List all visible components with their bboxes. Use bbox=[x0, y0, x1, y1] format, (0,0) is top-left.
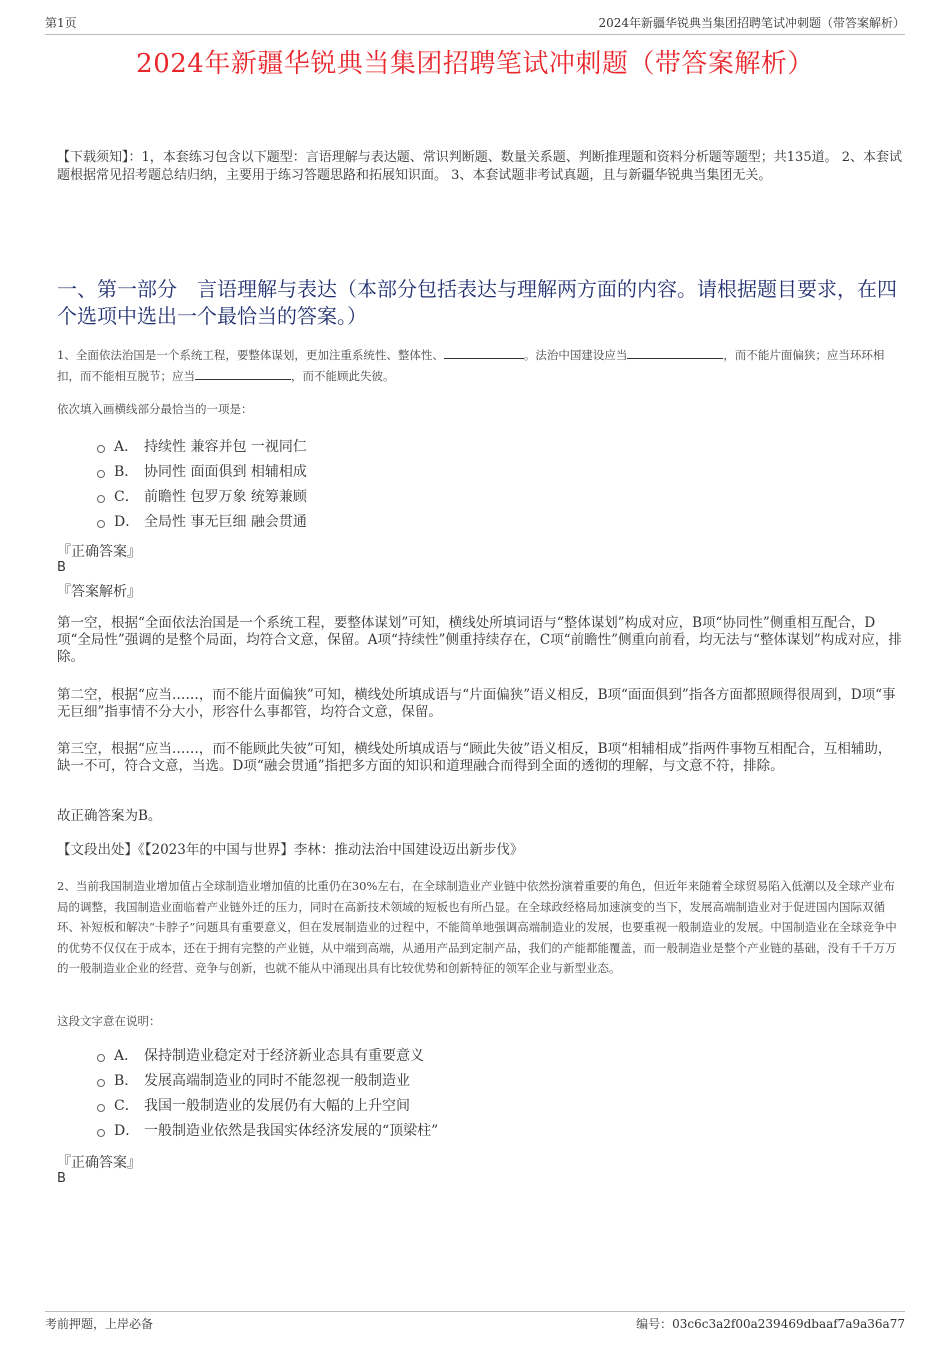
radio-icon[interactable] bbox=[97, 1104, 105, 1112]
blank-2 bbox=[627, 346, 723, 359]
radio-icon[interactable] bbox=[97, 470, 105, 478]
option-d[interactable]: D． 一般制造业依然是我国实体经济发展的“顶梁柱” bbox=[97, 1117, 438, 1142]
analysis-paragraph-2: 第二空，根据“应当……，而不能片面偏狭”可知，横线处所填成语与“片面偏狭”语义相反，B项“面面俱到”指各方面都照顾得很周到，D项“事无巨细”指事情不分大小，形容什么事都管，均符合文意，保留。 bbox=[57, 687, 896, 720]
download-notice: 【下载须知】：1，本套练习包含以下题型：言语理解与表达题、常识判断题、数量关系题、判断推理题和资料分析题等题型；共135道。 2、本套试题根据常见招考题总结归纳，主要用于练习答题思路和拓展知识面。 3、本套试题非考试真题，且与新疆华锐典当集团无关。 bbox=[57, 150, 902, 183]
blank-1 bbox=[444, 346, 524, 359]
option-c[interactable]: C． 前瞻性 包罗万象 统筹兼顾 bbox=[97, 483, 307, 508]
footer-slogan: 考前押题，上岸必备 bbox=[45, 1317, 154, 1331]
correct-answer: B bbox=[57, 1171, 66, 1186]
running-title: 2024年新疆华锐典当集团招聘笔试冲刺题（带答案解析） bbox=[598, 16, 905, 30]
radio-icon[interactable] bbox=[97, 445, 105, 453]
question-1-options bbox=[97, 433, 307, 533]
radio-icon[interactable] bbox=[97, 1129, 105, 1137]
question-2-text: 2、当前我国制造业增加值占全球制造业增加值的比重仍在30%左右，在全球制造业产业链中依然扮演着重要的角色，但近年来随着全球贸易陷入低潮以及全球产业布局的调整，我国制造业面临着产业链外迁的压力，同时在高新技术领域的短板也有所凸显。在全球政经格局加速演变的当下，发展高端制造业对于促进国内国际双循环、补短板和解决“卡脖子”问题具有重要意义，但在发展制造业的过程中，不能简单地强调高端制造业的发展，也要重视一般制造业的发展。中国制造业在全球竞争中的优势不仅仅在于成本，还在于拥有完整的产业链，从中端到高端，从通用产品到定制产品，我们的产能都能覆盖，而一般制造业是整个产业链的基础，没有千千万万的一般制造业企业的经营、竞争与创新，也就不能从中涌现出具有比较优势和创新特征的领军企业与新型业态。 bbox=[57, 879, 897, 975]
radio-icon[interactable] bbox=[97, 495, 105, 503]
question-1-text: 1、全面依法治国是一个系统工程，要整体谋划，更加注重系统性、整体性、 。法治中国建设应当 ，而不能片面偏狭；应当环环相扣，而不能相互脱节；应当 ，而不能顾此失彼。 bbox=[57, 348, 885, 383]
correct-answer-label: 『正确答案』 bbox=[57, 1155, 141, 1171]
option-a[interactable]: A． 持续性 兼容并包 一视同仁 bbox=[97, 433, 307, 458]
option-b[interactable]: B． 发展高端制造业的同时不能忽视一般制造业 bbox=[97, 1067, 438, 1092]
analysis-paragraph-3: 第三空，根据“应当……，而不能顾此失彼”可知，横线处所填成语与“顾此失彼”语义相反，B项“相辅相成”指两件事物互相配合，互相辅助，缺一不可，符合文意，当选。D项“融会贯通”指把多方面的知识和道理融合而得到全面的透彻的理解，与文意不符，排除。 bbox=[57, 741, 892, 774]
correct-answer-label: 『正确答案』 bbox=[57, 544, 141, 560]
analysis-conclusion: 故正确答案为B。 bbox=[57, 808, 162, 824]
page-header bbox=[45, 14, 905, 35]
question-2-prompt: 这段文字意在说明： bbox=[57, 1014, 161, 1028]
analysis-label: 『答案解析』 bbox=[57, 584, 141, 600]
option-d[interactable]: D． 全局性 事无巨细 融会贯通 bbox=[97, 508, 307, 533]
document-title: 2024年新疆华锐典当集团招聘笔试冲刺题（带答案解析） bbox=[136, 49, 814, 79]
option-c[interactable]: C． 我国一般制造业的发展仍有大幅的上升空间 bbox=[97, 1092, 438, 1117]
page-footer bbox=[45, 1311, 905, 1335]
option-b[interactable]: B． 协同性 面面俱到 相辅相成 bbox=[97, 458, 307, 483]
radio-icon[interactable] bbox=[97, 1054, 105, 1062]
analysis-paragraph-1: 第一空，根据“全面依法治国是一个系统工程，要整体谋划”可知，横线处所填词语与“整体谋划”构成对应，B项“协同性”侧重相互配合，D项“全局性”强调的是整个局面，均符合文意，保留。A项“持续性”侧重持续存在，C项“前瞻性”侧重向前看，均无法与“整体谋划”构成对应，排除。 bbox=[57, 615, 902, 665]
source-citation: 【文段出处】《【2023年的中国与世界】李林：推动法治中国建设迈出新步伐》 bbox=[57, 842, 524, 858]
page-number: 第1页 bbox=[45, 16, 77, 30]
radio-icon[interactable] bbox=[97, 1079, 105, 1087]
correct-answer: B bbox=[57, 560, 66, 575]
section-title: 一、第一部分 言语理解与表达（本部分包括表达与理解两方面的内容。请根据题目要求，在四个选项中选出一个最恰当的答案。） bbox=[57, 277, 897, 328]
radio-icon[interactable] bbox=[97, 520, 105, 528]
question-1-prompt: 依次填入画横线部分最恰当的一项是： bbox=[57, 402, 253, 416]
document-id: 编号：03c6c3a2f00a239469dbaaf7a9a36a77 bbox=[636, 1317, 905, 1331]
blank-3 bbox=[195, 367, 291, 380]
option-a[interactable]: A． 保持制造业稳定对于经济新业态具有重要意义 bbox=[97, 1042, 438, 1067]
question-2-options bbox=[97, 1042, 438, 1142]
